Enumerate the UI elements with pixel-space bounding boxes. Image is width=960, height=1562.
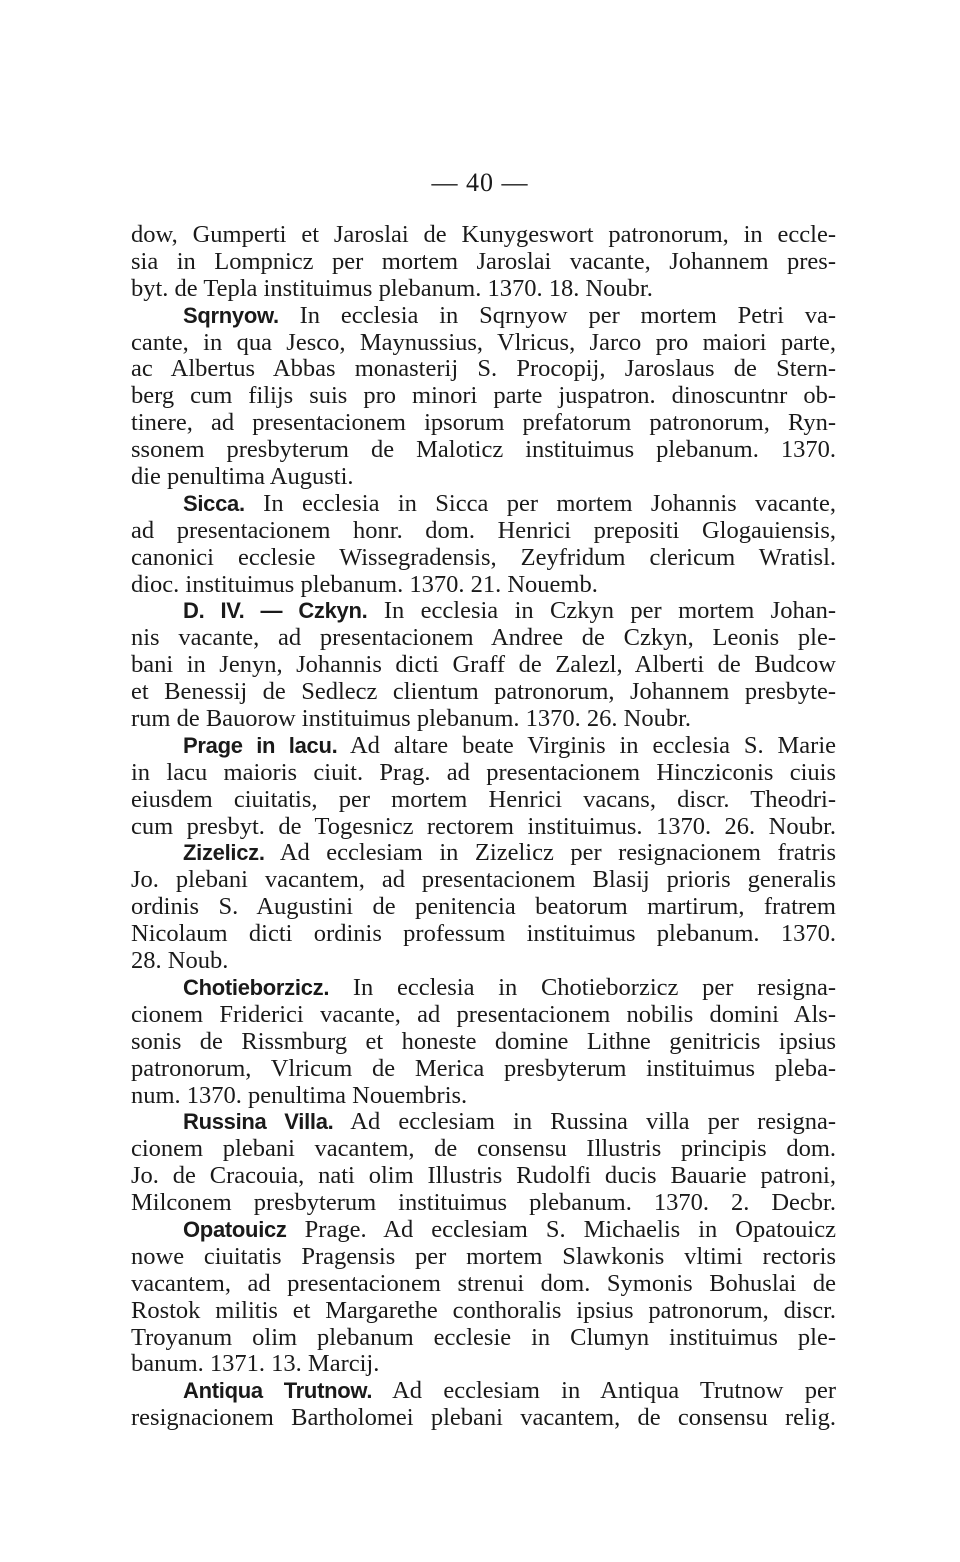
text-line (131, 760, 836, 787)
text-line (131, 330, 836, 357)
text-line (131, 1029, 836, 1056)
line-text: tinere, ad presentacionem ipsorum prefatorum patronorum, Ryn- (131, 409, 836, 437)
line-text: Prage. Ad ecclesiam S. Michaelis in Opatouicz (286, 1215, 836, 1243)
text-line (131, 1002, 836, 1029)
line-text: banum. 1371. 13. Marcij. (131, 1350, 380, 1378)
line-text: cum presbyt. de Togesnicz rectorem instituimus. 1370. 26. Noubr. (131, 812, 836, 840)
entry-heading: D. IV. — Czkyn. (183, 598, 368, 624)
line-text: cante, in qua Jesco, Maynussius, Vlricus, Jarco pro maiori parte, (131, 328, 836, 356)
text-line (131, 383, 836, 410)
line-text: In ecclesia in Sqrnyow per mortem Petri va- (278, 301, 836, 329)
line-text: eiusdem ciuitatis, per mortem Henrici vacans, discr. Theodri- (131, 785, 836, 813)
line-text: byt. de Tepla instituimus plebanum. 1370. 18. Noubr. (131, 274, 653, 302)
line-text: nis vacante, ad presentacionem Andree de Czkyn, Leonis ple- (131, 624, 836, 652)
line-text: Ad altare beate Virginis in ecclesia S. Marie (337, 731, 836, 759)
entry-start-line (131, 491, 836, 518)
line-text: resignacionem Bartholomei plebani vacantem, de consensu relig. (131, 1404, 836, 1432)
entry-start-line (131, 840, 836, 867)
text-line (131, 1271, 836, 1298)
line-text: nowe ciuitatis Pragensis per mortem Slawkonis vltimi rectoris (131, 1242, 836, 1270)
line-text: 28. Noub. (131, 947, 229, 975)
line-text: ssonem presbyterum de Maloticz instituimus plebanum. 1370. (131, 436, 836, 464)
text-line (131, 706, 836, 733)
text-line (131, 356, 836, 383)
entry-start-line (131, 975, 836, 1002)
entry-heading: Sicca. (183, 490, 245, 516)
line-text: die penultima Augusti. (131, 463, 354, 491)
line-text: vacantem, ad presentacionem strenui dom. Symonis Bohuslai de (131, 1269, 836, 1297)
text-line (131, 437, 836, 464)
text-line (131, 1190, 836, 1217)
line-text: In ecclesia in Sicca per mortem Johannis vacante, (244, 489, 836, 517)
line-text: In ecclesia in Chotieborzicz per resigna- (329, 973, 836, 1001)
text-line (131, 948, 836, 975)
entry-heading: Chotieborzicz. (183, 974, 330, 1000)
body-text (131, 222, 836, 1432)
text-line (131, 1163, 836, 1190)
line-text: Milconem presbyterum instituimus plebanum. 1370. 2. Decbr. (131, 1189, 836, 1217)
entry-heading: Antiqua Trutnow. (183, 1378, 373, 1404)
line-text: et Benessij de Sedlecz clientum patronorum, Johannem presbyte- (131, 678, 836, 706)
text-line (131, 894, 836, 921)
line-text: Jo. de Cracouia, nati olim Illustris Rudolfi ducis Bauarie patroni, (131, 1162, 836, 1190)
line-text: ad presentacionem honr. dom. Henrici prepositi Glogauiensis, (131, 516, 836, 544)
text-line (131, 679, 836, 706)
text-line (131, 410, 836, 437)
line-text: cionem plebani vacantem, de consensu Illustris principis dom. (131, 1135, 836, 1163)
text-line (131, 1056, 836, 1083)
page-number: — 40 — (431, 168, 529, 197)
line-text: num. 1370. penultima Nouembris. (131, 1081, 468, 1109)
text-line (131, 652, 836, 679)
line-text: Rostok militis et Margarethe conthoralis ipsius patronorum, discr. (131, 1296, 836, 1324)
line-text: dioc. instituimus plebanum. 1370. 21. Nouemb. (131, 570, 598, 598)
line-text: berg cum filijs suis pro minori parte juspatron. dinoscuntnr ob- (131, 382, 836, 410)
text-line (131, 572, 836, 599)
line-text: Nicolaum dicti ordinis professum instituimus plebanum. 1370. (131, 920, 836, 948)
text-line (131, 1298, 836, 1325)
line-text: Troyanum olim plebanum ecclesie in Clumyn instituimus ple- (131, 1323, 836, 1351)
text-line (131, 276, 836, 303)
line-text: dow, Gumperti et Jaroslai de Kunygeswort patronorum, in eccle- (131, 221, 836, 248)
entry-heading: Zizelicz. (183, 840, 265, 866)
text-line (131, 814, 836, 841)
text-line (131, 249, 836, 276)
entry-heading: Russina Villa. (183, 1109, 334, 1135)
line-text: Ad ecclesiam in Russina villa per resigna- (333, 1108, 836, 1136)
entry-start-line (131, 733, 836, 760)
text-line (131, 1351, 836, 1378)
entry-start-line (131, 1109, 836, 1136)
entry-start-line (131, 1217, 836, 1244)
line-text: sonis de Rissmburg et honeste domine Lithne genitricis ipsius (131, 1027, 836, 1055)
entry-heading: Prage in lacu. (183, 732, 338, 758)
entry-heading: Opatouicz (183, 1216, 287, 1242)
line-text: rum de Bauorow instituimus plebanum. 1370. 26. Noubr. (131, 705, 692, 733)
text-line (131, 921, 836, 948)
line-text: in lacu maioris ciuit. Prag. ad presentacionem Hincziconis ciuis (131, 758, 836, 786)
line-text: In ecclesia in Czkyn per mortem Johan- (367, 597, 836, 625)
line-text: cionem Friderici vacante, ad presentacionem nobilis domini Als- (131, 1000, 836, 1028)
text-line (131, 1136, 836, 1163)
text-line (131, 625, 836, 652)
line-text: Ad ecclesiam in Antiqua Trutnow per (372, 1377, 836, 1405)
line-text: Ad ecclesiam in Zizelicz per resignacionem fratris (264, 839, 836, 867)
text-line (131, 1083, 836, 1110)
text-line (131, 518, 836, 545)
text-line (131, 787, 836, 814)
line-text: sia in Lompnicz per mortem Jaroslai vacante, Johannem pres- (131, 247, 836, 275)
text-line (131, 464, 836, 491)
line-text: patronorum, Vlricum de Merica presbyterum instituimus pleba- (131, 1054, 836, 1082)
entry-heading: Sqrnyow. (183, 302, 279, 328)
text-line (131, 1244, 836, 1271)
line-text: Jo. plebani vacantem, ad presentacionem Blasij prioris generalis (131, 866, 836, 894)
entry-start-line (131, 1378, 836, 1405)
line-text: ac Albertus Abbas monasterij S. Procopij, Jaroslaus de Stern- (131, 355, 836, 383)
line-text: ordinis S. Augustini de penitencia beatorum martirum, fratrem (131, 893, 836, 921)
entry-start-line (131, 598, 836, 625)
line-text: canonici ecclesie Wissegradensis, Zeyfridum clericum Wratisl. (131, 543, 836, 571)
text-line (131, 1325, 836, 1352)
text-line (131, 545, 836, 572)
text-line (131, 222, 836, 249)
line-text: bani in Jenyn, Johannis dicti Graff de Zalezl, Alberti de Budcow (131, 651, 836, 679)
entry-start-line (131, 303, 836, 330)
text-line (131, 1405, 836, 1432)
text-line (131, 867, 836, 894)
